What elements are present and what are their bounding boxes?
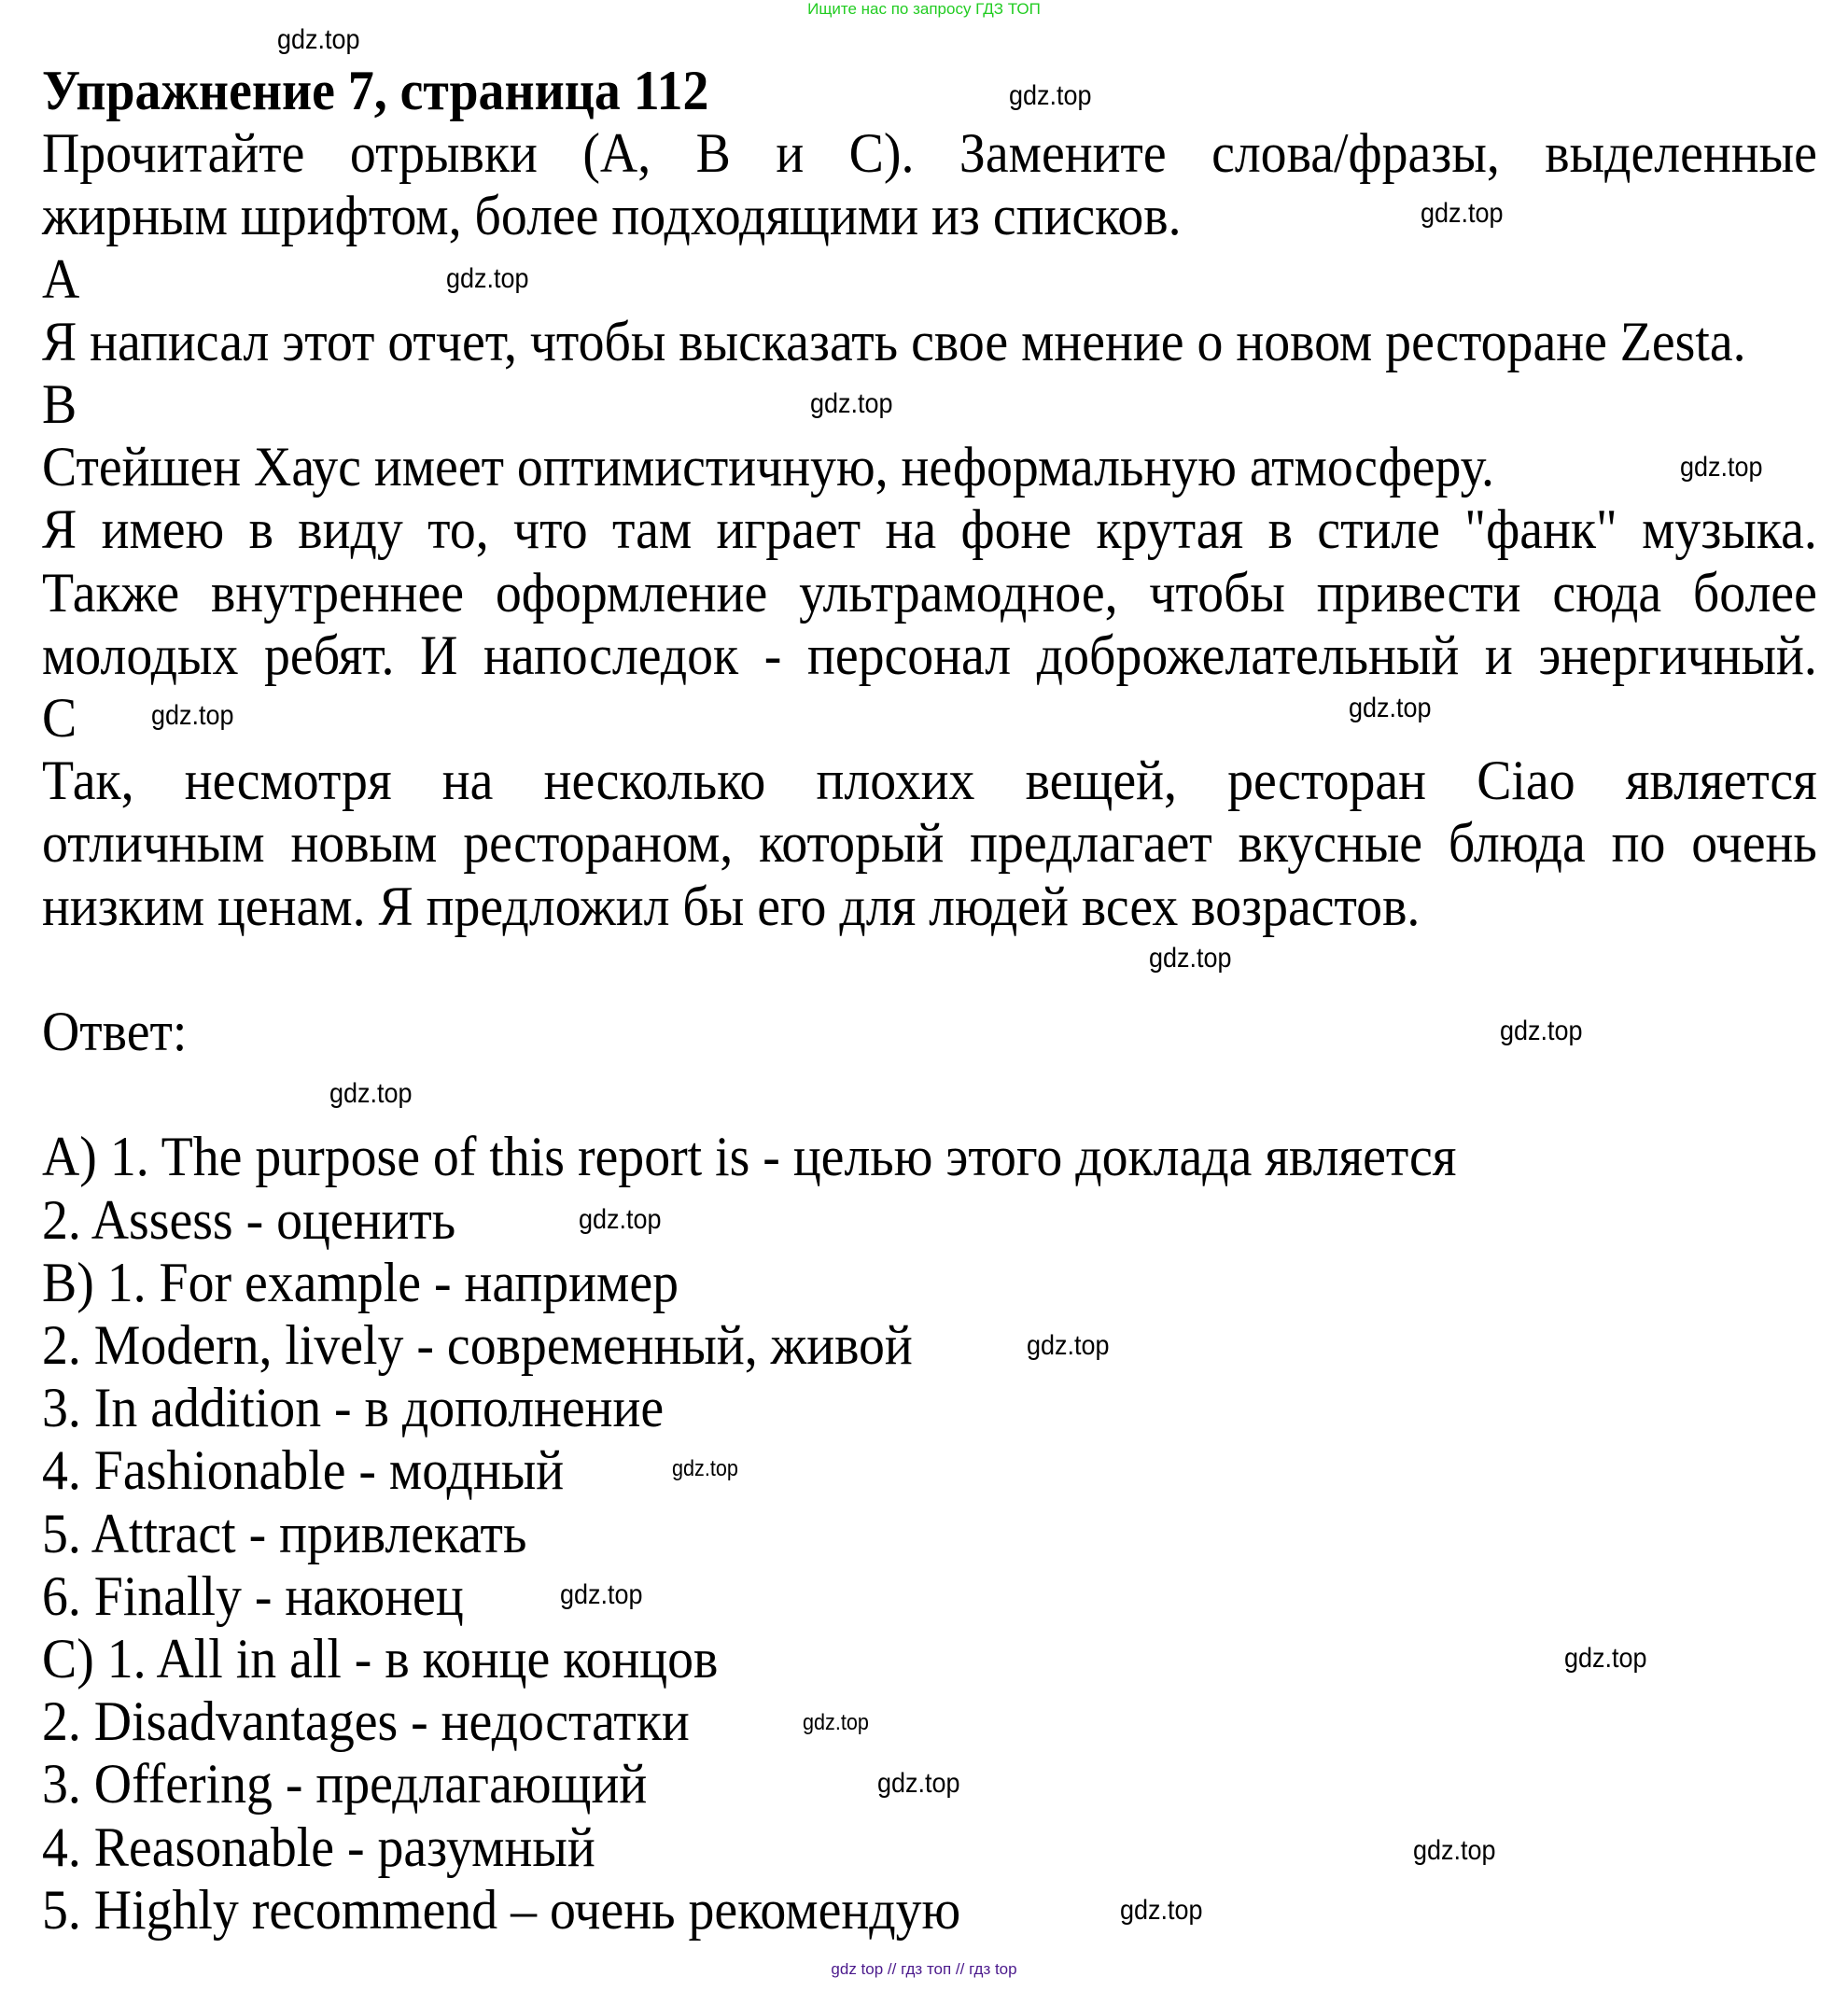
passage-c-text: отличным новым рестораном, который предлагает вкусные блюда по очень	[42, 812, 1817, 874]
passage-b-text: молодых ребят. И напоследок - персонал доброжелательный и энергичный.	[42, 624, 1817, 686]
answer-item: 2. Disadvantages - недостатки	[42, 1690, 690, 1752]
watermark: gdz.top	[1149, 943, 1232, 974]
watermark: gdz.top	[1120, 1895, 1203, 1926]
passage-label-c: C	[42, 687, 77, 749]
watermark: gdz.top	[1009, 80, 1092, 111]
watermark: gdz.top	[877, 1768, 960, 1799]
watermark: gdz.top	[579, 1204, 662, 1235]
page-title: Упражнение 7, страница 112	[42, 60, 709, 121]
answer-item: 6. Finally - наконец	[42, 1565, 464, 1627]
watermark: gdz.top	[1027, 1330, 1110, 1361]
answer-heading: Ответ:	[42, 1001, 188, 1062]
answer-item: 3. Offering - предлагающий	[42, 1753, 648, 1815]
watermark: gdz.top	[277, 24, 360, 55]
watermark: gdz.top	[446, 263, 529, 294]
answer-item: 3. In addition - в дополнение	[42, 1377, 665, 1438]
passage-label-b: B	[42, 373, 77, 435]
watermark: gdz.top	[1680, 452, 1763, 483]
answer-item: 2. Assess - оценить	[42, 1189, 456, 1251]
watermark: gdz.top	[1421, 198, 1504, 229]
watermark: gdz.top	[151, 700, 234, 731]
answer-item: 4. Reasonable - разумный	[42, 1816, 595, 1878]
answer-item: 2. Modern, lively - современный, живой	[42, 1314, 913, 1376]
watermark: gdz.top	[560, 1579, 643, 1610]
watermark: gdz.top	[329, 1078, 413, 1109]
answer-item: B) 1. For example - например	[42, 1252, 679, 1313]
passage-c-text: Так, несмотря на несколько плохих вещей, ресторан Ciao является	[42, 750, 1817, 811]
watermark: gdz.top	[1349, 693, 1432, 723]
answer-item: 4. Fashionable - модный	[42, 1439, 565, 1501]
passage-b-text: Я имею в виду то, что там играет на фоне крутая в стиле "фанк" музыка.	[42, 498, 1817, 560]
watermark: gdz.top	[810, 388, 893, 419]
passage-c-text: низким ценам. Я предложил бы его для людей всех возрастов.	[42, 876, 1421, 937]
answer-item: A) 1. The purpose of this report is - целью этого доклада является	[42, 1126, 1457, 1187]
watermark: gdz.top	[1413, 1835, 1496, 1866]
task-text: Прочитайте отрывки (A, B и C). Замените слова/фразы, выделенные	[42, 122, 1817, 184]
task-text: жирным шрифтом, более подходящими из списков.	[42, 185, 1182, 246]
passage-b-text: Стейшен Хаус имеет оптимистичную, неформальную атмосферу.	[42, 436, 1494, 498]
answer-item: C) 1. All in all - в конце концов	[42, 1628, 719, 1690]
watermark: gdz.top	[1564, 1643, 1647, 1674]
header-note: Ищите нас по запросу ГДЗ ТОП	[807, 0, 1041, 18]
watermark: gdz.top	[672, 1456, 738, 1481]
passage-b-text: Также внутреннее оформление ультрамодное, чтобы привести сюда более	[42, 562, 1817, 624]
answer-item: 5. Highly recommend – очень рекомендую	[42, 1879, 961, 1941]
watermark: gdz.top	[1500, 1016, 1583, 1046]
watermark: gdz.top	[803, 1710, 869, 1735]
passage-a-text: Я написал этот отчет, чтобы высказать свое мнение о новом ресторане Zesta.	[42, 311, 1746, 372]
passage-label-a: A	[42, 248, 80, 310]
answer-item: 5. Attract - привлекать	[42, 1503, 527, 1564]
footer-note: gdz top // гдз топ // гдз top	[831, 1960, 1017, 1978]
